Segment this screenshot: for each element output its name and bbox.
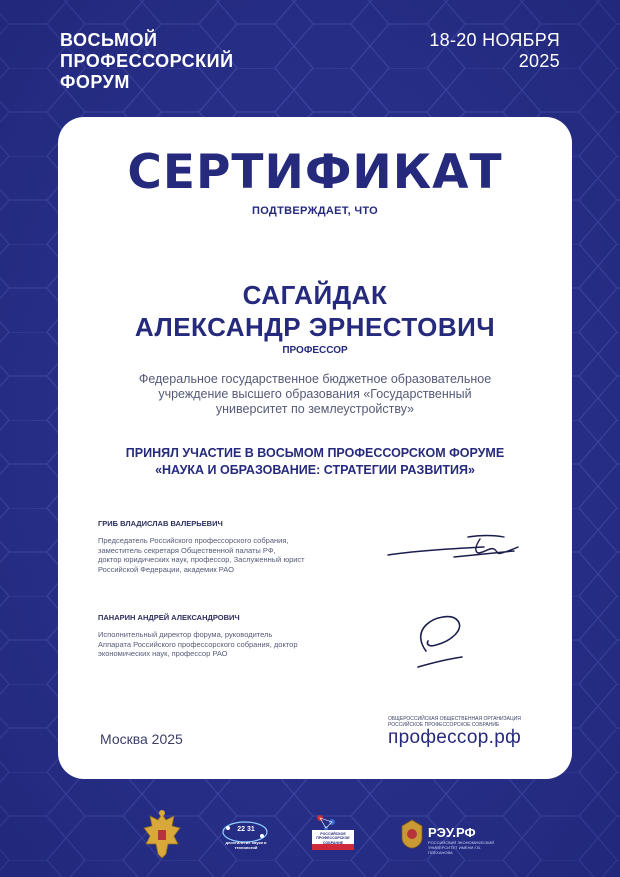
forum-title-line-2: ПРОФЕССОРСКИЙ: [60, 51, 234, 71]
org-line-1: ОБЩЕРОССИЙСКАЯ ОБЩЕСТВЕННАЯ ОРГАНИЗАЦИЯ: [388, 716, 521, 722]
signer-desc-line: Российской Федерации, академик РАО: [98, 564, 234, 574]
signer-desc-line: Исполнительный директор форума, руководитель: [98, 630, 273, 639]
institution-line-1: Федеральное государственное бюджетное образовательное: [138, 372, 492, 386]
forum-title-line-1: ВОСЬМОЙ: [60, 30, 158, 50]
participation-line-2: «НАУКА И ОБРАЗОВАНИЕ: СТРАТЕГИИ РАЗВИТИЯ»: [155, 463, 475, 477]
signer-grib: [98, 519, 368, 574]
site-link[interactable]: профессор.рф: [388, 727, 522, 748]
signer-desc-line: доктор юридических наук, профессор, Заслуженный юрист: [98, 555, 305, 564]
recipient-position: ПРОФЕССОР: [282, 345, 348, 356]
forum-title-line-3: ФОРУМ: [60, 72, 130, 92]
city-year: Москва 2025: [100, 731, 183, 747]
certificate-card: [58, 117, 572, 779]
participation-statement: [68, 445, 562, 479]
org-line-2: РОССИЙСКОЕ ПРОФЕССОРСКОЕ СОБРАНИЕ: [388, 722, 500, 728]
signer-desc-line: экономических наук, профессор РАО: [98, 649, 228, 658]
rzu-crest-icon: [398, 818, 426, 850]
eagle-emblem-icon: [140, 808, 184, 860]
forum-title: [60, 30, 234, 93]
signer-desc-line: Аппарата Российского профессорского собрания, доктор: [98, 639, 298, 649]
forum-dates-line-2: 2025: [518, 51, 560, 71]
signer-desc-line: Председатель Российского профессорского собрания,: [98, 536, 289, 545]
forum-dates: [429, 30, 560, 72]
rps-logo-label: РОССИЙСКОЕ ПРОФЕССОРСКОЕ СОБРАНИЕ: [316, 832, 350, 845]
decade-logo-subtitle: десятилетие науки и технологий: [225, 840, 267, 850]
signer-panarin: [98, 613, 368, 659]
recipient-institution: [98, 372, 532, 417]
forum-dates-line-1: 18-20 НОЯБРЯ: [429, 30, 560, 50]
signer-description: [98, 630, 368, 659]
signer-name: ПАНАРИН АНДРЕЙ АЛЕКСАНДРОВИЧ: [98, 613, 240, 622]
institution-line-3: университет по землеустройству»: [215, 402, 415, 416]
recipient-surname: САГАЙДАК: [242, 280, 388, 310]
participation-line-1: ПРИНЯЛ УЧАСТИЕ В ВОСЬМОМ ПРОФЕССОРСКОМ ФОРУМЕ: [125, 446, 505, 460]
signature-panarin-icon: [396, 607, 476, 673]
recipient-name: [58, 279, 572, 343]
rzu-subtitle: РОССИЙСКИЙ ЭКОНОМИЧЕСКИЙ УНИВЕРСИТЕТ ИМЕНИ Г.В. ПЛЕХАНОВА: [428, 840, 495, 855]
signer-name: ГРИБ ВЛАДИСЛАВ ВАЛЕРЬЕВИЧ: [98, 519, 223, 528]
confirms-text: ПОДТВЕРЖДАЕТ, ЧТО: [252, 205, 378, 217]
signer-description: [98, 536, 368, 574]
recipient-given-names: АЛЕКСАНДР ЭРНЕСТОВИЧ: [134, 312, 496, 342]
institution-line-2: учреждение высшего образования «Государственный: [158, 387, 472, 401]
decade-logo-label: 22 31: [237, 826, 255, 833]
rzu-site-label: РЭУ.РФ: [428, 825, 476, 840]
signature-grib-icon: [384, 527, 524, 563]
signer-desc-line: заместитель секретаря Общественной палаты РФ,: [98, 545, 276, 555]
certificate-title: СЕРТИФИКАТ: [127, 145, 503, 200]
